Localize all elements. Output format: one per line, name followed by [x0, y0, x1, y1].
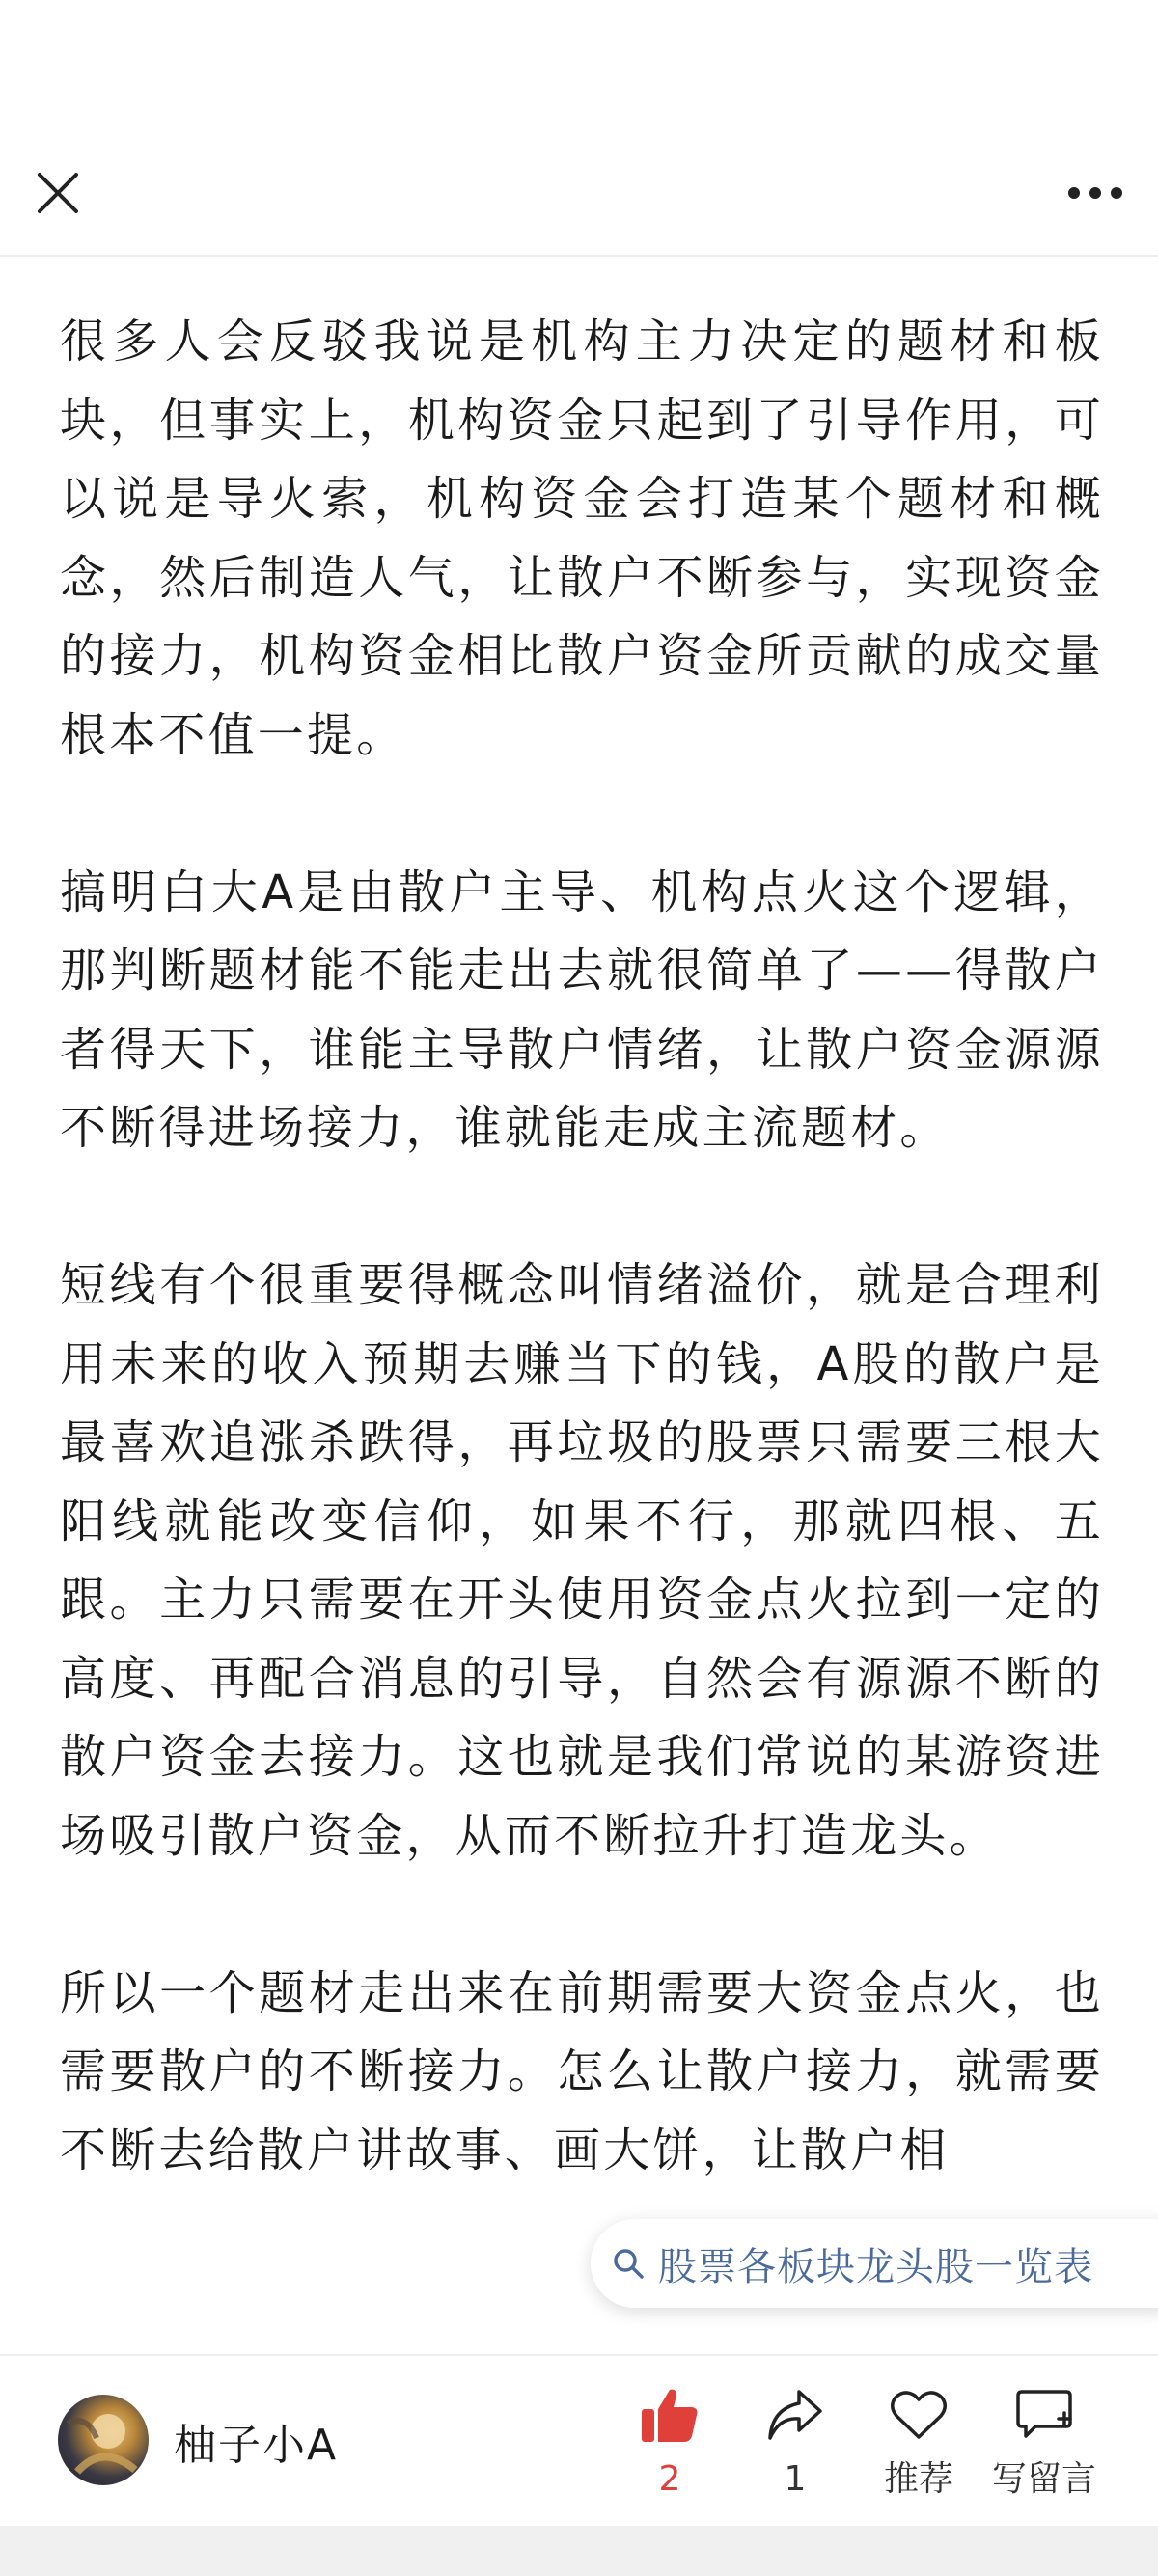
recommend-label: 推荐 [883, 2459, 953, 2499]
comment-add-icon [1014, 2388, 1074, 2442]
article-paragraph: 搞明白大A是由散户主导、机构点火这个逻辑，那判断题材能不能走出去就很简单了——得散户者得天下，谁能主导散户情绪，让散户资金源源不断得进场接力，谁就能走成主流题材。 [60, 864, 1104, 1155]
close-button[interactable] [27, 162, 89, 224]
search-icon [612, 2247, 645, 2280]
comment-label: 写留言 [991, 2459, 1096, 2499]
heart-icon [890, 2389, 948, 2441]
like-button[interactable] [612, 2381, 728, 2501]
article-paragraph: 所以一个题材走出来在前期需要大资金点火，也需要散户的不断接力。怎么让散户接力，就需要不断去给散户讲故事、画大饼，让散户相 [60, 1965, 1104, 2178]
system-navigation-strip [0, 2526, 1158, 2576]
article-paragraph: 很多人会反驳我说是机构主力决定的题材和板块，但事实上，机构资金只起到了引导作用，可以说是导火索，机构资金会打造某个题材和概念，然后制造人气，让散户不断参与，实现资金的接力，机构资金相比散户资金所贡献的成交量根本不值一提。 [60, 315, 1104, 762]
status-bar-area [0, 0, 1158, 135]
top-navigation-bar [0, 135, 1158, 257]
recommend-button[interactable] [861, 2381, 977, 2501]
thumbs-up-icon [640, 2386, 700, 2444]
share-button[interactable] [737, 2381, 853, 2501]
bottom-action-bar [0, 2354, 1158, 2528]
author-avatar[interactable] [58, 2395, 149, 2485]
share-count: 1 [784, 2459, 807, 2499]
write-comment-button[interactable] [986, 2381, 1102, 2501]
article-paragraph: 短线有个很重要得概念叫情绪溢价，就是合理利用未来的收入预期去赚当下的钱，A股的散户是最喜欢追涨杀跌得，再垃圾的股票只需要三根大阳线就能改变信仰，如果不行，那就四根、五跟。主力只需要在开头使用资金点火拉到一定的高度、再配合消息的引导，自然会有源源不断的散户资金去接力。这也就是我们常说的某游资进场吸引散户资金，从而不断拉升打造龙头。 [60, 1258, 1104, 1863]
more-options-button[interactable] [1062, 162, 1129, 224]
related-search-chip[interactable] [591, 2219, 1158, 2308]
more-horizontal-icon [1067, 186, 1123, 200]
author-name[interactable]: 柚子小A [174, 2421, 339, 2470]
share-icon [766, 2388, 824, 2442]
avatar-image [58, 2395, 149, 2485]
article-body [60, 303, 1104, 2269]
like-count: 2 [658, 2459, 681, 2499]
close-icon [36, 171, 80, 215]
search-chip-text: 股票各板块龙头股一览表 [658, 2244, 1093, 2289]
